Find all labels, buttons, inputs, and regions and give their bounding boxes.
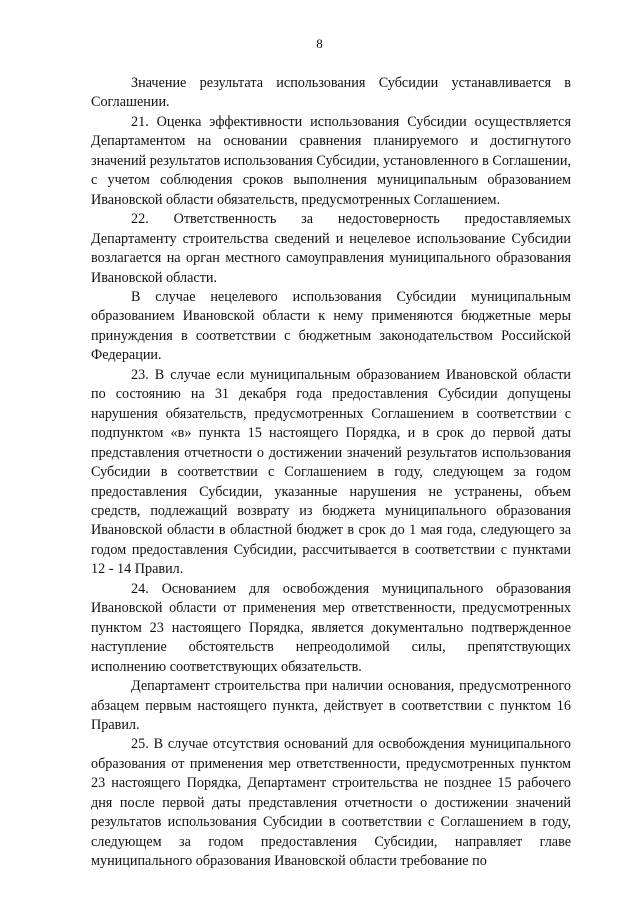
document-body xyxy=(91,74,571,872)
paragraph-department-action: Департамент строительства при наличии основания, предусмотренного абзацем первым настоящего пункта, действует в соответствии с пунктом 16 Правил. xyxy=(91,678,571,733)
paragraph-clause-25: 25. В случае отсутствия оснований для освобождения муниципального образования от применения мер ответственности, предусмотренных пунктом 23 настоящего Порядка, Департамент строительства не позднее 15 рабочего дня после первой даты представления отчетности о достижении значений результатов использования Субсидии в соответствии с Соглашением в году, следующем за годом предоставления Субсидии, направляет главе муниципального образования Ивановской области требование по xyxy=(91,736,571,870)
paragraph-result-value: Значение результата использования Субсидии устанавливается в Соглашении. xyxy=(91,75,571,111)
paragraph-misuse-measures: В случае нецелевого использования Субсидии муниципальным образованием Ивановской области к нему применяются бюджетные меры принуждения в соответствии с бюджетным законодательством Российской Федерации. xyxy=(91,288,571,364)
paragraph-clause-24: 24. Основанием для освобождения муниципального образования Ивановской области от применения мер ответственности, предусмотренных пунктом 23 настоящего Порядка, является документально подтвержденное наступление обстоятельств непреодолимой силы, препятствующих исполнению соответствующих обязательств. xyxy=(91,580,571,675)
paragraph-clause-21: 21. Оценка эффективности использования Субсидии осуществляется Департаментом на основании сравнения планируемого и достигнутого значений результатов использования Субсидии, установленного в Соглашении, с учетом соблюдения сроков выполнения муниципальным образованием Ивановской области обязательств, предусмотренных Соглашением. xyxy=(91,113,571,208)
paragraph-clause-23: 23. В случае если муниципальным образованием Ивановской области по состоянию на 31 декабря года предоставления Субсидии допущены нарушения обязательств, предусмотренных Соглашением в соответствии с подпунктом «в» пункта 15 настоящего Порядка, и в срок до первой даты представления отчетности о достижении значений результатов использования Субсидии в соответствии с Соглашением в году, следующем за годом предоставления Субсидии, указанные нарушения не устранены, объем средств, подлежащий возврату из бюджета муниципального образования Ивановской области в областной бюджет в срок до 1 мая года, следующего за годом предоставления Субсидии, рассчитывается в соответствии с пунктами 12 - 14 Правил. xyxy=(91,366,571,578)
page-number: 8 xyxy=(316,36,323,51)
paragraph-clause-22: 22. Ответственность за недостоверность предоставляемых Департаменту строительства сведений и нецелевое использование Субсидии возлагается на орган местного самоуправления муниципального образования Ивановской области. xyxy=(91,211,571,286)
